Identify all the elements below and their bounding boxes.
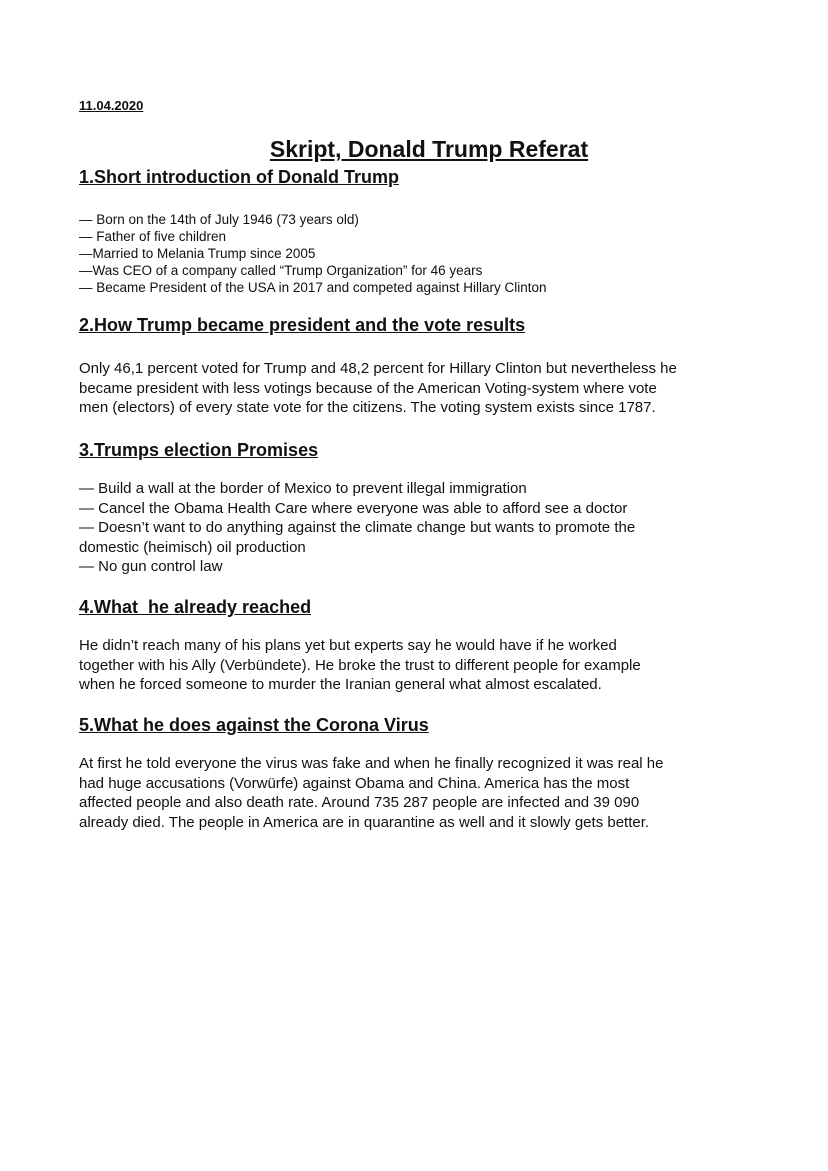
section-2-heading: 2.How Trump became president and the vote results [79,315,526,335]
section-5-heading: 5.What he does against the Corona Virus [79,715,429,735]
paragraph-line: He didn’t reach many of his plans yet but experts say he would have if he worked [79,637,617,654]
paragraph-line: became president with less votings because of the American Voting-system where vote [79,379,657,397]
paragraph-line: men (electors) of every state vote for the citizens. The voting system exists since 1787. [79,399,656,416]
list-item: — Cancel the Obama Health Care where everyone was able to afford see a doctor [79,499,628,517]
paragraph-line: Only 46,1 percent voted for Trump and 48,2 percent for Hillary Clinton but nevertheless he [79,360,677,377]
section-1-list [79,211,547,296]
paragraph-line: affected people and also death rate. Around 735 287 people are infected and 39 090 [79,794,640,811]
list-item: —Married to Melania Trump since 2005 [79,246,316,261]
document-title: Skript, Donald Trump Referat [269,136,589,162]
section-4-heading: 4.What he already reached [79,597,312,617]
paragraph-line: had huge accusations (Vorwürfe) against Obama and China. America has the most [79,774,630,792]
section-3-list [79,479,635,577]
list-item: — Father of five children [79,229,227,244]
paragraph-line: together with his Ally (Verbündete). He broke the trust to different people for example [79,656,641,674]
list-item: — Became President of the USA in 2017 and competed against Hillary Clinton [79,280,547,295]
list-item: —Was CEO of a company called “Trump Organization” for 46 years [79,263,483,278]
paragraph-line: when he forced someone to murder the Iranian general what almost escalated. [79,676,602,693]
list-item: — Born on the 14th of July 1946 (73 years old) [79,212,359,227]
list-item: domestic (heimisch) oil production [79,538,306,556]
list-item: — Doesn’t want to do anything against the climate change but wants to promote the [79,519,636,536]
list-item: — Build a wall at the border of Mexico to prevent illegal immigration [79,480,527,497]
section-1-heading: 1.Short introduction of Donald Trump [79,167,399,187]
paragraph-line: At first he told everyone the virus was fake and when he finally recognized it was real he [79,755,664,772]
section-2-paragraph [79,359,769,418]
section-5-paragraph [79,754,769,832]
list-item: — No gun control law [79,558,223,575]
paragraph-line: already died. The people in America are in quarantine as well and it slowly gets better. [79,813,650,831]
document-date: 11.04.2020 [79,98,144,113]
section-3-heading: 3.Trumps election Promises [79,440,319,460]
section-4-paragraph [79,636,769,695]
